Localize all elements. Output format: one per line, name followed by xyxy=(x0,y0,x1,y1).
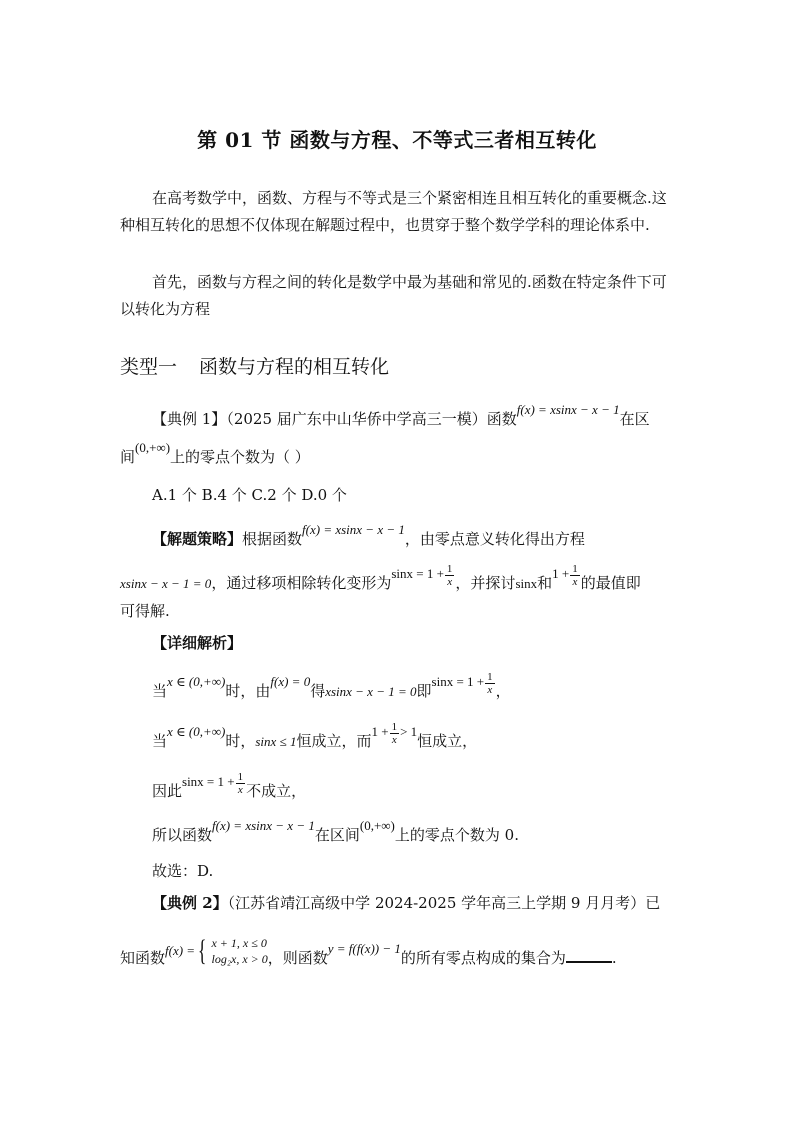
piecewise-cases xyxy=(211,935,267,967)
sinx-eq-lhs: sinx = 1 + xyxy=(391,566,444,581)
d1-b: 时，由 xyxy=(225,682,271,700)
d2-frac-num: 1 xyxy=(391,720,398,733)
example1-tag: 【典例 1】 xyxy=(152,410,227,428)
strategy-text-5: 和 xyxy=(537,574,553,592)
d2-frac-den: x xyxy=(391,733,397,746)
d4-interval: (0,+∞) xyxy=(359,818,395,833)
page-title: 第 01 节 函数与方程、不等式三者相互转化 xyxy=(197,128,597,152)
example2-post: 的所有零点构成的集合为 xyxy=(400,949,566,967)
example2-source: （江苏省靖江高级中学 2024-2025 学年高三上学期 9 月月考）已 xyxy=(227,894,661,912)
d2-ineq xyxy=(371,720,418,746)
strategy-line3: 可得解. xyxy=(120,602,170,620)
d4-func: f(x) = xsinx − x − 1 xyxy=(212,818,315,833)
fraction-1-over-x-2 xyxy=(570,563,580,588)
d1-x-in: x ∈ (0,+∞) xyxy=(167,674,226,689)
example2-y-eq: y = f(f(x)) − 1 xyxy=(327,941,401,956)
d1-c: 得 xyxy=(310,682,326,700)
strategy-text-3: ，通过移项相除转化变形为 xyxy=(211,574,392,592)
d1-fraction xyxy=(485,671,495,696)
strategy-sinx: sinx xyxy=(515,576,538,591)
answer-line: 故选：D. xyxy=(152,862,214,880)
d1-f0: f(x) = 0 xyxy=(270,674,311,689)
strategy-function: f(x) = xsinx − x − 1 xyxy=(302,522,405,537)
frac-num-2: 1 xyxy=(572,562,578,575)
frac-num: 1 xyxy=(446,562,453,575)
piecewise-fx: f(x) = xyxy=(165,943,196,958)
detail-tag: 【详细解析】 xyxy=(152,634,243,652)
example2-tag: 【典例 2】 xyxy=(152,894,228,912)
example2-end: . xyxy=(611,949,617,967)
fraction-1-over-x xyxy=(445,563,455,588)
strategy-line1 xyxy=(152,522,585,551)
strategy-tag: 【解题策略】 xyxy=(152,530,243,548)
d3-frac-den: x xyxy=(237,783,243,796)
d2-sinle1: sinx ≤ 1 xyxy=(255,734,297,749)
example2-line1 xyxy=(152,892,660,914)
section-label: 类型一 xyxy=(120,356,178,378)
d2-x-in: x ∈ (0,+∞) xyxy=(167,724,226,739)
d2-one-plus: 1 + xyxy=(371,724,389,739)
d1-d: 即 xyxy=(416,682,432,700)
d3-fraction xyxy=(236,771,246,796)
d1-a: 当 xyxy=(152,682,168,700)
frac-den-2: x xyxy=(572,575,578,588)
strategy-line2 xyxy=(120,562,641,598)
example1-options: A.1 个 B.4 个 C.2 个 D.0 个 xyxy=(152,486,347,504)
example2-mid: ，则函数 xyxy=(267,949,328,967)
d4-c: 上的零点个数为 0. xyxy=(394,826,519,844)
answer-blank[interactable] xyxy=(566,947,612,963)
d1-frac-num: 1 xyxy=(487,670,493,683)
detail-line3 xyxy=(152,770,307,806)
d2-c: 恒成立，而 xyxy=(296,732,372,750)
d4-b: 在区间 xyxy=(314,826,360,844)
strategy-text-4: ，并探讨 xyxy=(455,574,516,592)
example1-line1 xyxy=(152,402,650,431)
d2-fraction xyxy=(390,721,400,746)
strategy-text-6: 的最值即 xyxy=(580,574,641,592)
d1-sinx-lhs: sinx = 1 + xyxy=(431,674,485,689)
d1-sinx-eq xyxy=(431,670,496,696)
d3-b: 不成立， xyxy=(246,782,307,800)
d2-a: 当 xyxy=(152,732,168,750)
example2-line2-pre: 知函数 xyxy=(120,949,166,967)
strategy-sinx-eq xyxy=(391,562,455,588)
d3-frac-num: 1 xyxy=(237,770,244,783)
example1-line2-post: 上的零点个数为（ ） xyxy=(170,448,310,466)
example1-after-func: 在区 xyxy=(619,410,650,428)
piecewise-function xyxy=(165,931,268,971)
frac-den: x xyxy=(447,575,453,588)
d1-eq: xsinx − x − 1 = 0 xyxy=(325,684,417,699)
d1-frac-den: x xyxy=(487,683,493,696)
example1-interval: (0,+∞) xyxy=(135,440,171,455)
d2-b: 时， xyxy=(225,732,256,750)
strategy-text-2: ，由零点意义转化得出方程 xyxy=(404,530,585,548)
strategy-equation: xsinx − x − 1 = 0 xyxy=(120,576,212,591)
piecewise-case2: log₂x, x > 0 xyxy=(211,952,268,966)
d2-gt1: > 1 xyxy=(400,724,418,739)
one-plus: 1 + xyxy=(552,566,570,581)
strategy-one-plus xyxy=(552,562,581,588)
brace-icon: { xyxy=(197,934,207,967)
d4-a: 所以函数 xyxy=(152,826,213,844)
d2-d: 恒成立， xyxy=(417,732,478,750)
example1-line2 xyxy=(120,440,310,469)
intro-paragraph-1: 在高考数学中，函数、方程与不等式是三个紧密相连且相互转化的重要概念.这种相互转化的思想不仅体现在解题过程中，也贯穿于整个数学学科的理论体系中. xyxy=(120,189,667,234)
d3-sinx-eq xyxy=(182,770,246,796)
example2-line2 xyxy=(120,934,617,979)
detail-line1 xyxy=(152,670,511,706)
example1-source: （2025 届广东中山华侨中学高三一模）函数 xyxy=(226,410,517,428)
detail-line4 xyxy=(152,818,519,847)
detail-line2 xyxy=(152,720,478,756)
strategy-text-1: 根据函数 xyxy=(242,530,303,548)
d3-sinx-lhs: sinx = 1 + xyxy=(182,774,235,789)
section-heading xyxy=(120,352,389,379)
d1-comma: ， xyxy=(495,682,511,700)
example1-function: f(x) = xsinx − x − 1 xyxy=(516,402,620,417)
d3-a: 因此 xyxy=(152,782,183,800)
section-text: 函数与方程的相互转化 xyxy=(199,356,390,378)
piecewise-case1: x + 1, x ≤ 0 xyxy=(211,936,267,950)
intro-paragraph-2: 首先，函数与方程之间的转化是数学中最为基础和常见的.函数在特定条件下可以转化为方程 xyxy=(120,273,667,318)
example1-line2-pre: 间 xyxy=(120,448,136,466)
